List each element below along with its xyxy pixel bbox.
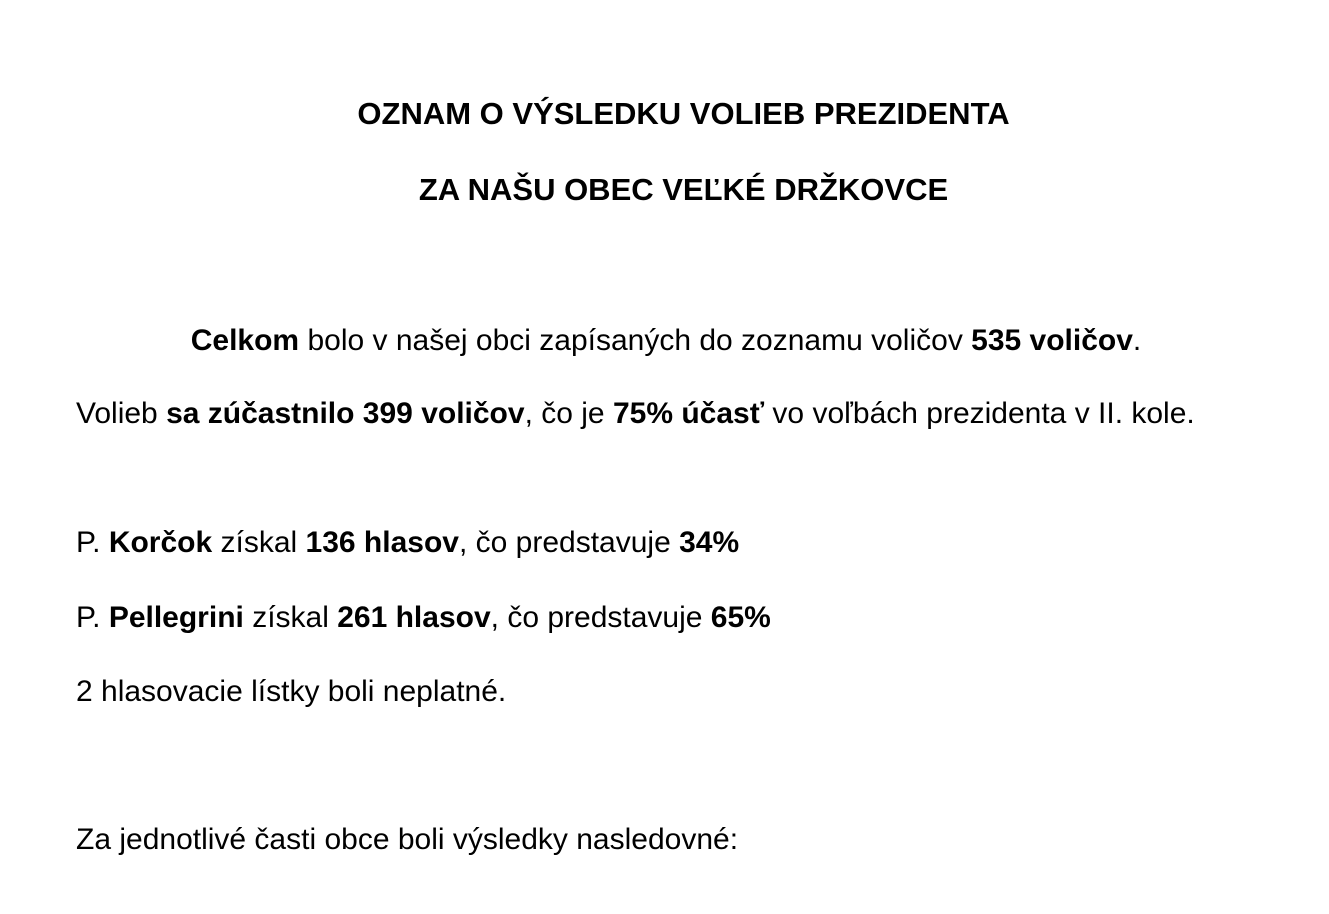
turnout-lead: Volieb — [76, 397, 167, 430]
total-text: bolo v našej obci zapísaných do zoznamu voličov — [299, 324, 972, 357]
total-voters-paragraph — [76, 314, 1256, 367]
title-line-1: OZNAM O VÝSLEDKU VOLIEB PREZIDENTA — [357, 96, 1010, 131]
korcok-mid2: , čo predstavuje — [458, 526, 680, 559]
invalid-ballots-paragraph: 2 hlasovacie lístky boli neplatné. — [76, 675, 507, 708]
turnout-paragraph — [76, 387, 1266, 440]
pellegrini-mid2: , čo predstavuje — [490, 601, 711, 634]
parts-results-paragraph: Za jednotlivé časti obce boli výsledky nasledovné: — [76, 823, 739, 856]
total-voters-count: 535 voličov — [971, 324, 1133, 357]
turnout-end: vo voľbách prezidenta v II. kole. — [764, 397, 1195, 430]
turnout-mid: , čo je — [524, 397, 613, 430]
pellegrini-mid: získal — [243, 601, 338, 634]
korcok-mid: získal — [212, 526, 306, 559]
turnout-percent: 75% účasť — [612, 397, 765, 430]
total-lead: Celkom — [190, 324, 300, 357]
title-line-2: ZA NAŠU OBEC VEĽKÉ DRŽKOVCE — [418, 172, 949, 207]
pellegrini-votes: 261 hlasov — [337, 601, 491, 634]
turnout-participated: sa zúčastnilo 399 voličov — [166, 397, 525, 430]
korcok-percent: 34% — [679, 526, 740, 559]
pellegrini-percent: 65% — [710, 601, 771, 634]
korcok-votes: 136 hlasov — [305, 526, 459, 559]
total-end: . — [1132, 324, 1142, 357]
korcok-lead: P. — [76, 526, 109, 559]
pellegrini-name: Pellegrini — [108, 601, 244, 634]
korcok-result-paragraph — [76, 516, 1256, 569]
pellegrini-result-paragraph — [76, 591, 1256, 644]
korcok-name: Korčok — [108, 526, 213, 559]
pellegrini-lead: P. — [76, 601, 109, 634]
